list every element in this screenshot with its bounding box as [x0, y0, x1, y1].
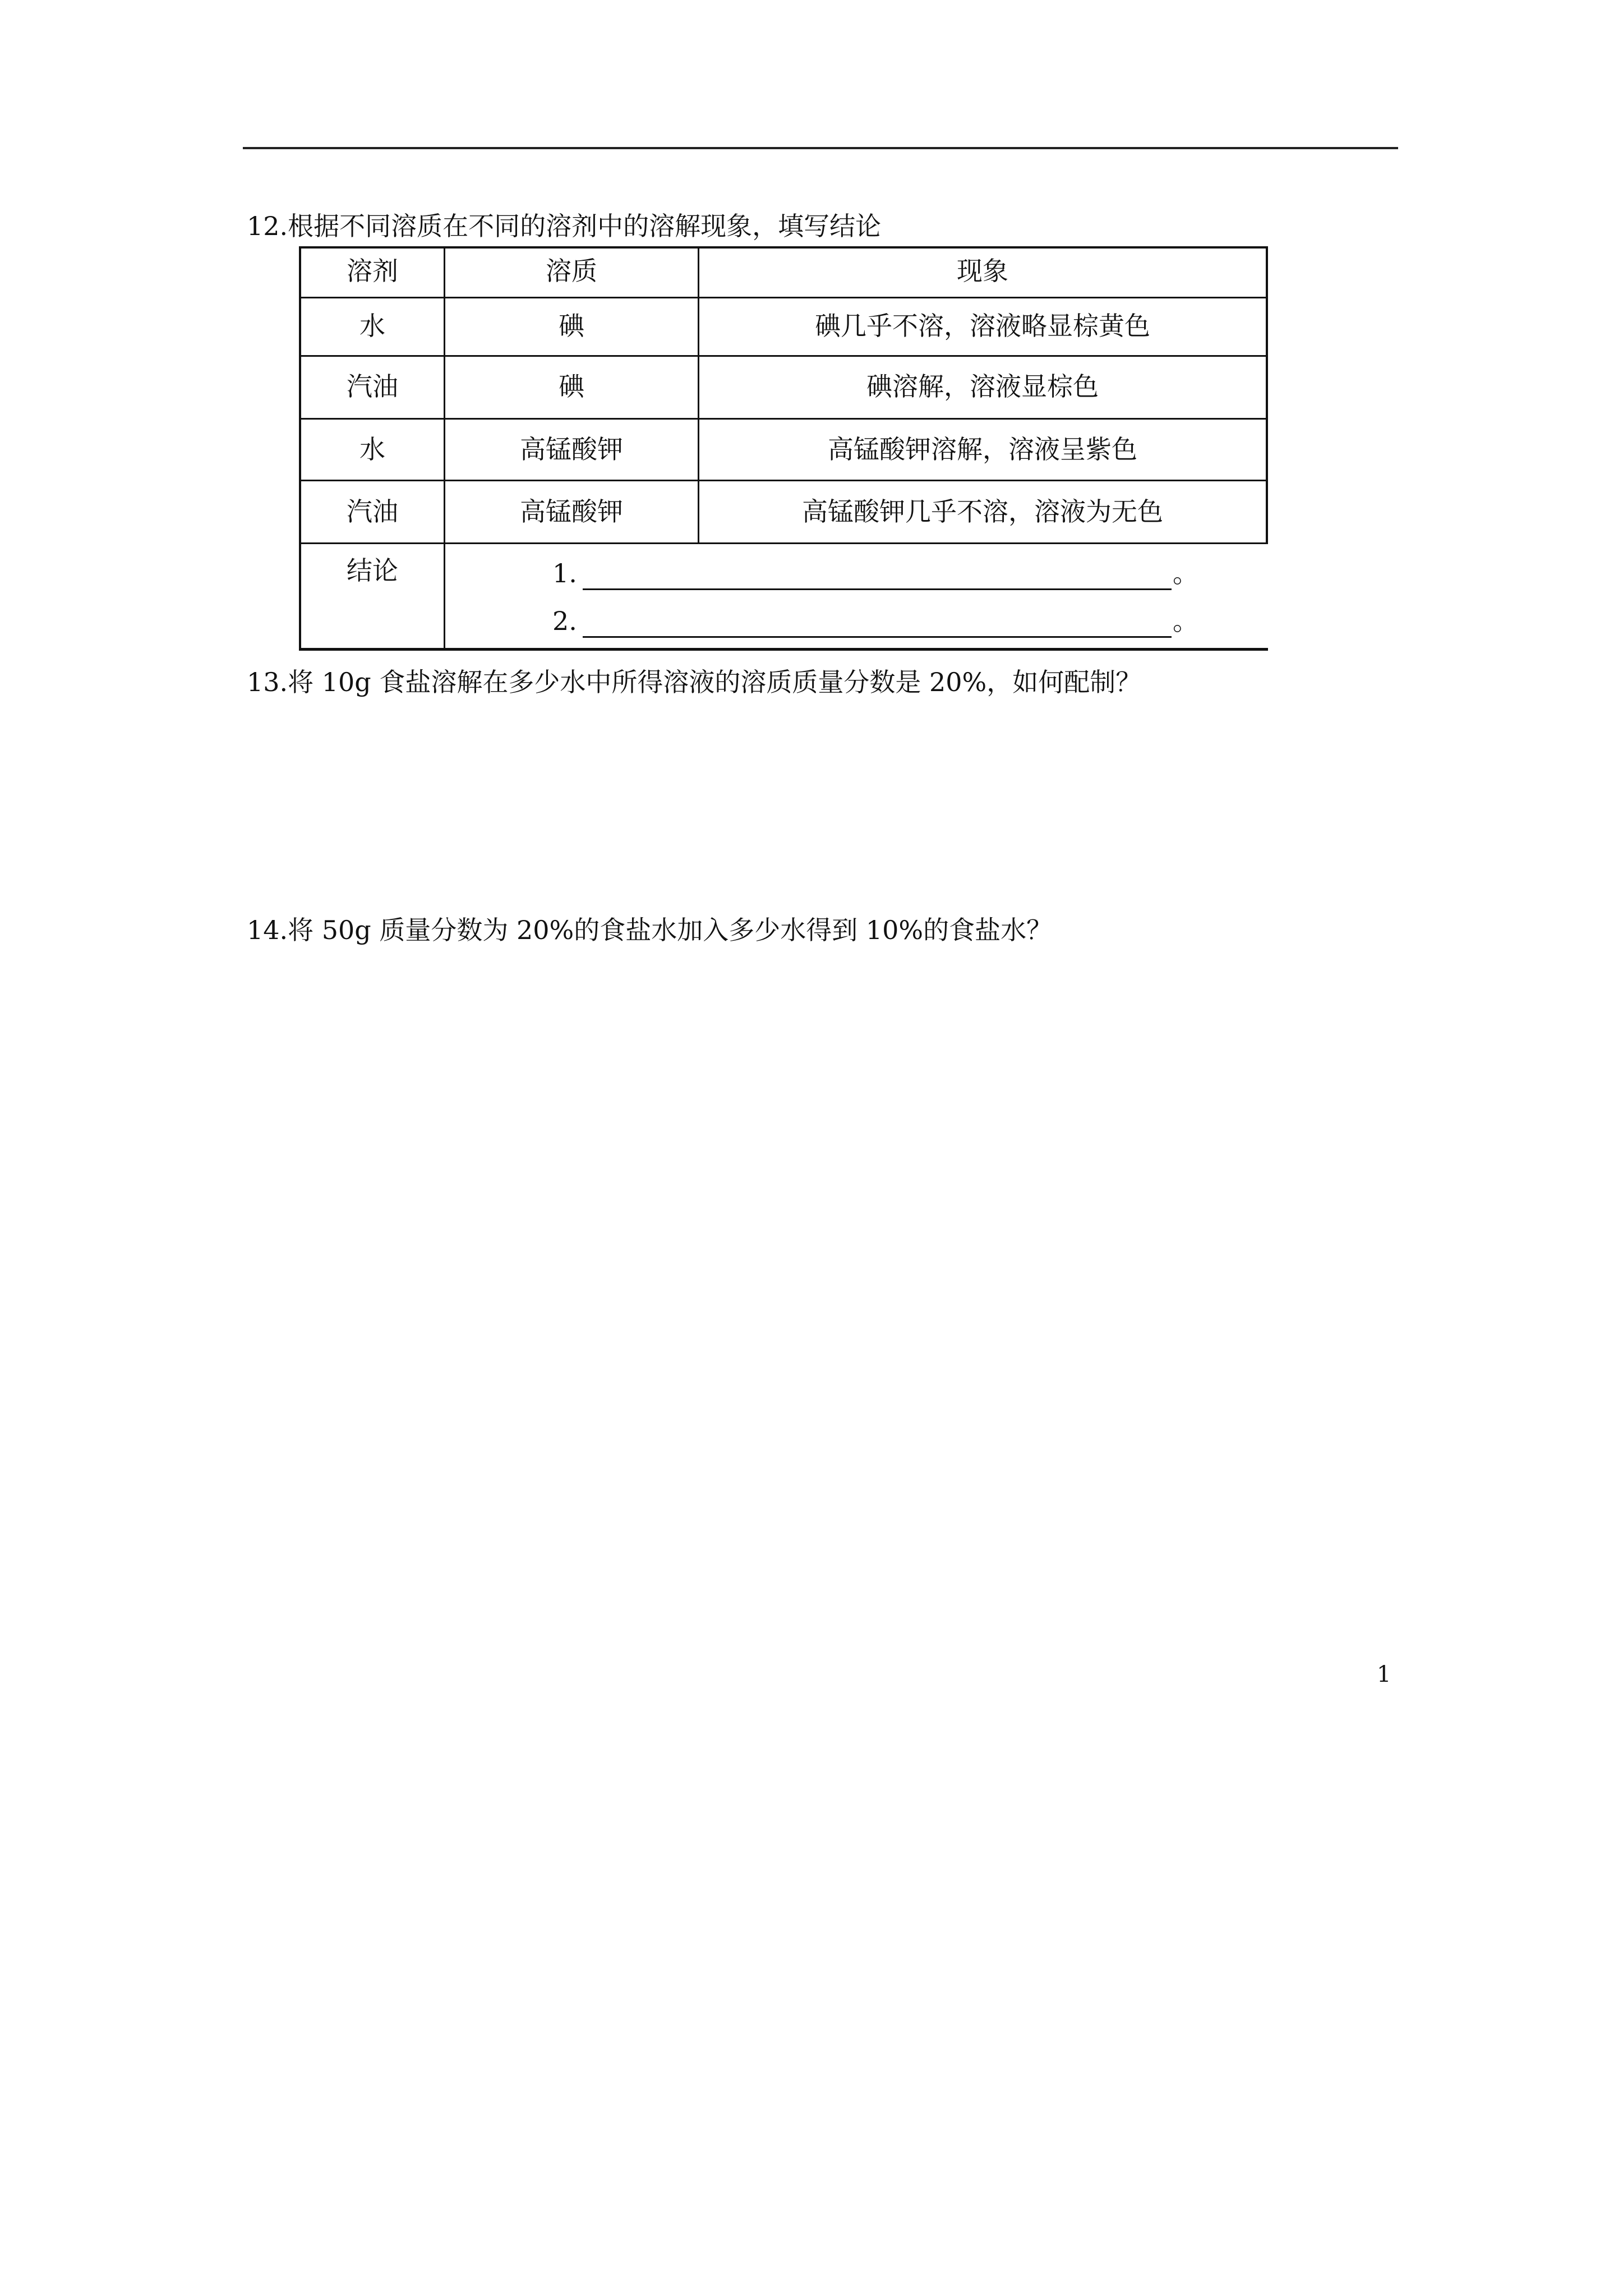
row-2-phenomenon: 碘溶解，溶液显棕色 [866, 371, 1099, 402]
row-3-phenomenon: 高锰酸钾溶解，溶液呈紫色 [828, 434, 1137, 464]
row-2-solvent: 汽油 [347, 371, 398, 402]
header-solvent: 溶剂 [347, 256, 398, 286]
question-14: 14.将 50g 质量分数为 20%的食盐水加入多少水得到 10%的食盐水？ [247, 915, 1053, 945]
row-2-solute: 碘 [559, 371, 584, 402]
question-12: 12.根据不同溶质在不同的溶剂中的溶解现象，填写结论 [247, 211, 882, 241]
row-1-phenomenon: 碘几乎不溶，溶液略显棕黄色 [815, 311, 1150, 341]
table-border-right [1266, 246, 1268, 544]
header-rule [243, 147, 1398, 149]
row-4-solvent: 汽油 [347, 496, 398, 527]
row-4-phenomenon: 高锰酸钾几乎不溶，溶液为无色 [802, 496, 1163, 527]
row-3-solute: 高锰酸钾 [520, 434, 623, 464]
header-phenomenon: 现象 [957, 256, 1008, 286]
conclusion-blank-2-end: 。 [1173, 606, 1198, 636]
row-3-solvent: 水 [359, 434, 385, 464]
question-13: 13.将 10g 食盐溶解在多少水中所得溶液的溶质质量分数是 20%，如何配制？ [247, 667, 1142, 697]
conclusion-blank-2-line[interactable] [583, 636, 1172, 638]
conclusion-blank-1-end: 。 [1173, 558, 1198, 588]
conclusion-blank-1-line[interactable] [583, 588, 1172, 590]
row-1-solvent: 水 [359, 311, 385, 341]
row-1-solute: 碘 [559, 311, 584, 341]
solubility-table [299, 246, 1268, 652]
conclusion-label: 结论 [347, 555, 398, 586]
page-number: 1 [1377, 1662, 1391, 1687]
conclusion-blank-1-number: 1. [552, 558, 577, 588]
header-solute: 溶质 [546, 256, 597, 286]
conclusion-blank-2-number: 2. [552, 606, 577, 636]
row-4-solute: 高锰酸钾 [520, 496, 623, 527]
